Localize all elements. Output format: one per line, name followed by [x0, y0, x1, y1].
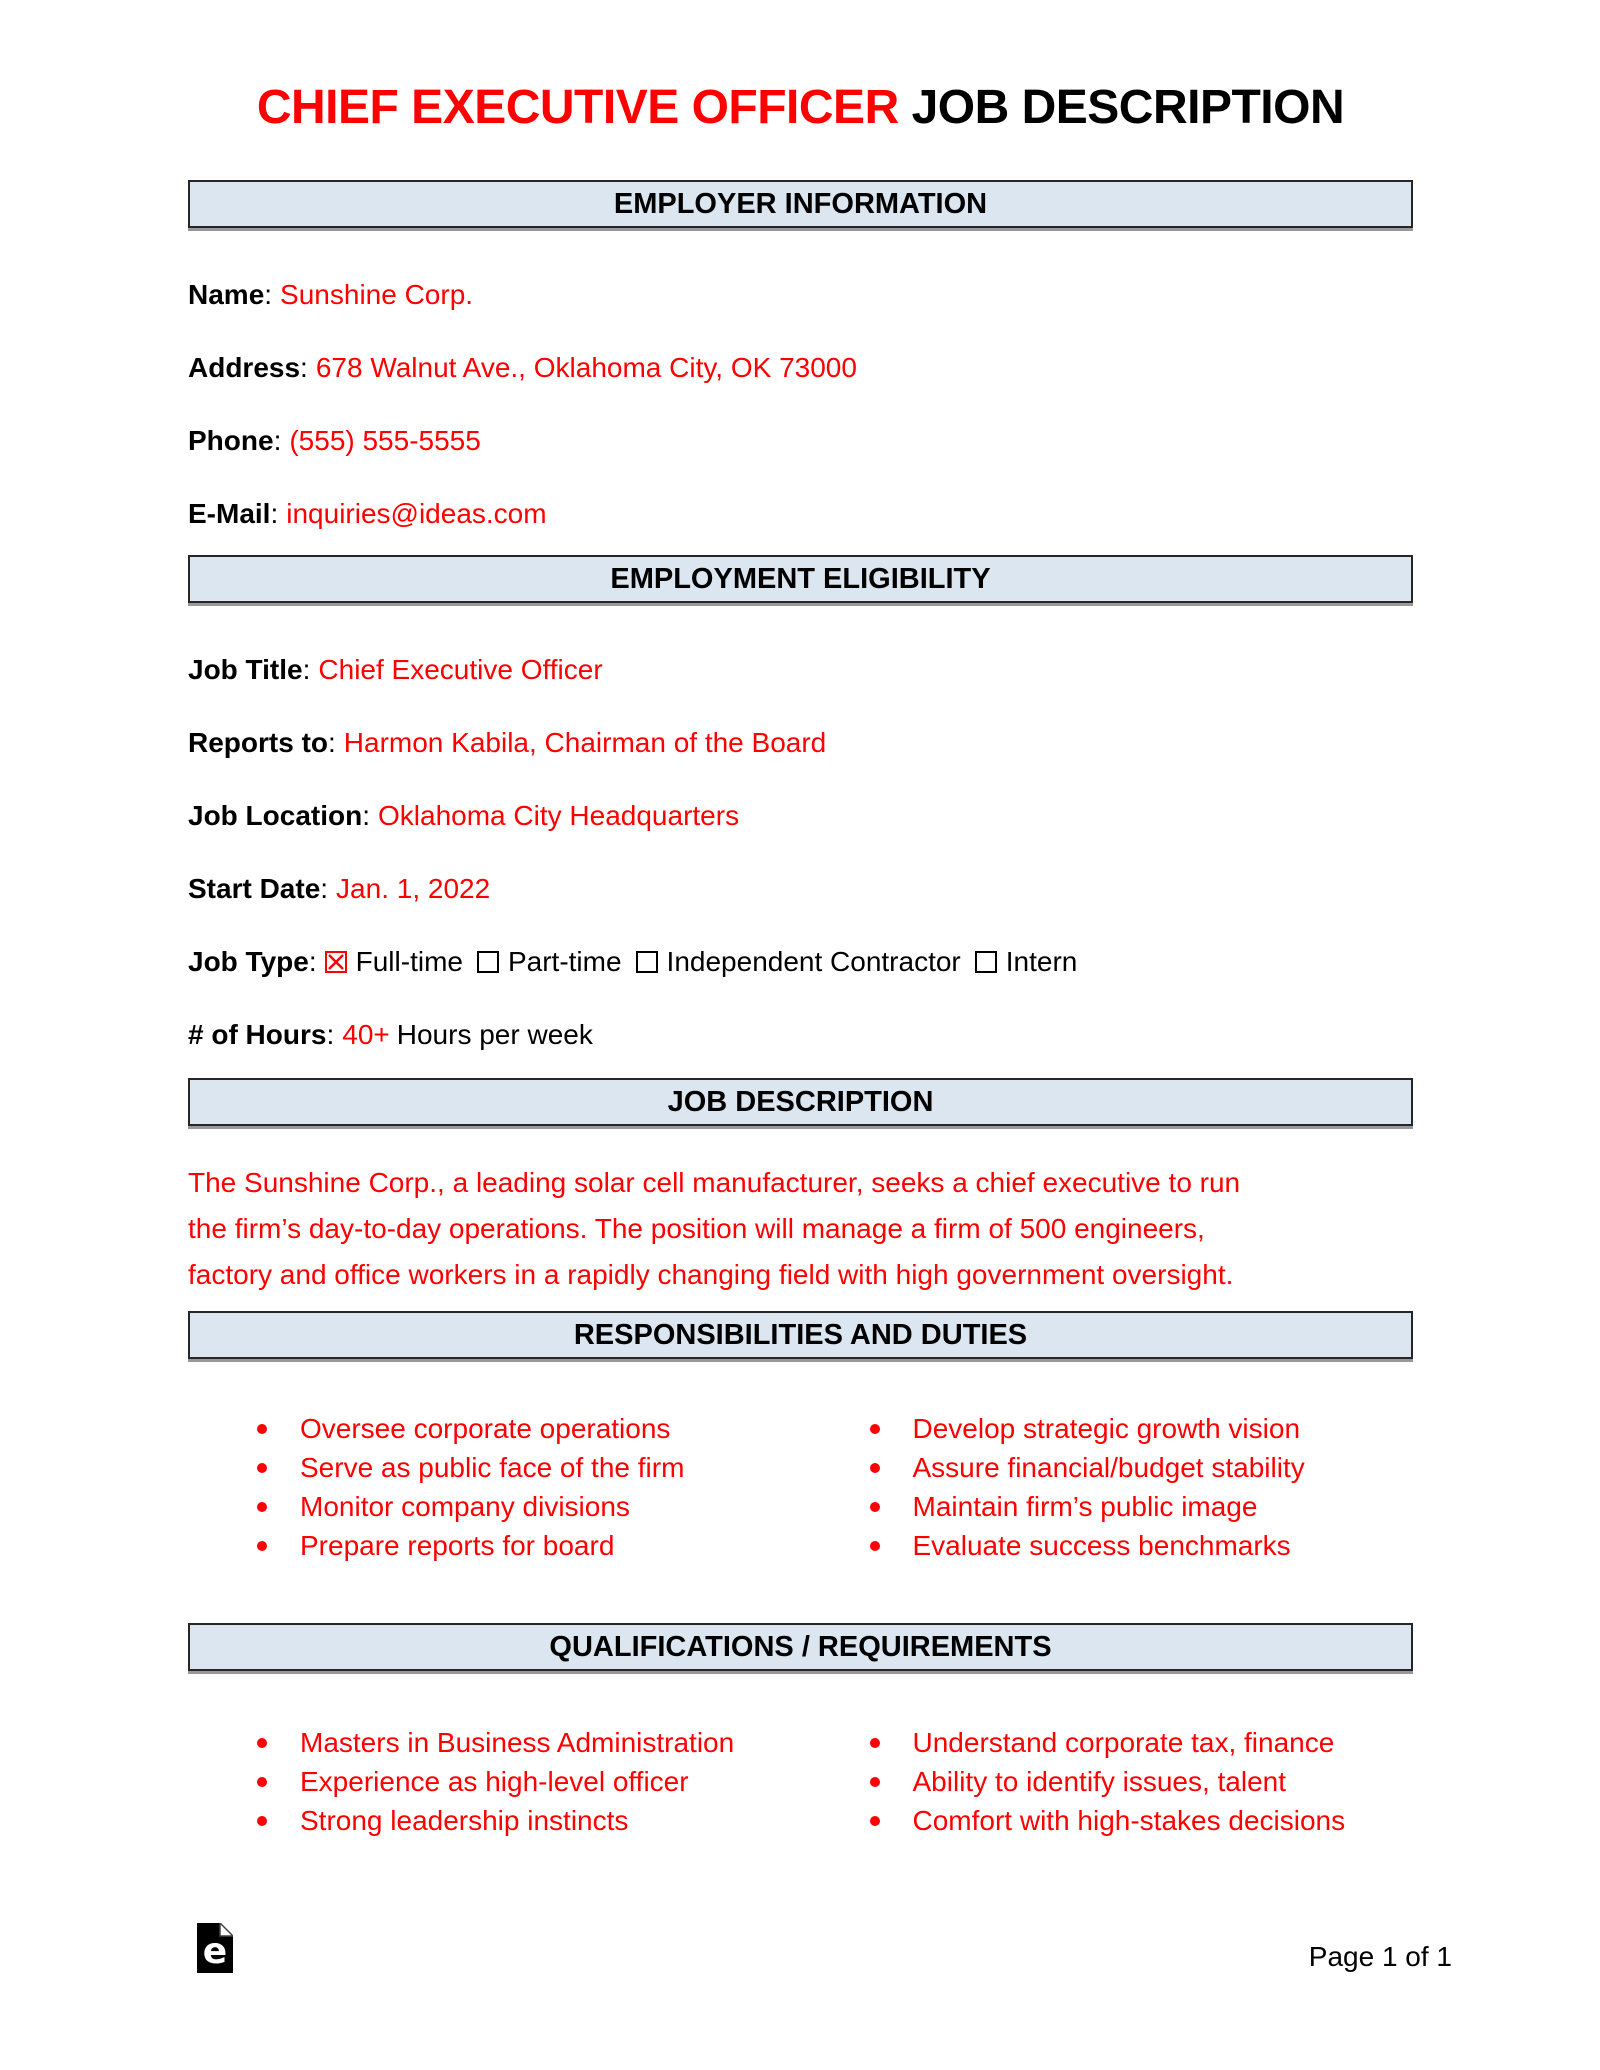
- field-reports-to: Reports to: Harmon Kabila, Chairman of the Board: [188, 727, 827, 758]
- bullet-icon: [257, 1502, 267, 1512]
- list-item: Oversee corporate operations: [188, 1409, 801, 1448]
- job-type-option-part-time: Part-time: [477, 946, 622, 977]
- bullet-icon: [257, 1541, 267, 1551]
- bullet-icon: [870, 1777, 880, 1787]
- list-item: Evaluate success benchmarks: [801, 1526, 1414, 1565]
- field-job-location: Job Location: Oklahoma City Headquarters: [188, 800, 740, 831]
- checkbox-part-time[interactable]: [477, 951, 499, 973]
- bullet-icon: [257, 1463, 267, 1473]
- field-start-date-label: Start Date: [188, 873, 321, 904]
- field-email: E-Mail: inquiries@ideas.com: [188, 498, 547, 529]
- job-description-paragraph: [188, 1160, 1413, 1298]
- field-hours-label: # of Hours: [188, 1019, 327, 1050]
- bullet-icon: [257, 1777, 267, 1787]
- section-header-employer-information: EMPLOYER INFORMATION: [188, 180, 1413, 228]
- list-item: Experience as high-level officer: [188, 1762, 801, 1801]
- bullet-icon: [257, 1816, 267, 1826]
- field-address: Address: 678 Walnut Ave., Oklahoma City, OK 73000: [188, 352, 857, 383]
- field-job-title-value: Chief Executive Officer: [318, 654, 603, 685]
- field-start-date: Start Date: Jan. 1, 2022: [188, 873, 491, 904]
- bullet-icon: [870, 1816, 880, 1826]
- field-job-location-value: Oklahoma City Headquarters: [378, 800, 740, 831]
- logo-letter: e: [202, 1931, 228, 1972]
- field-phone: Phone: (555) 555-5555: [188, 425, 481, 456]
- list-item: Comfort with high-stakes decisions: [801, 1801, 1414, 1840]
- field-start-date-value: Jan. 1, 2022: [336, 873, 491, 904]
- job-type-option-intern: Intern: [975, 946, 1078, 977]
- bullet-icon: [870, 1541, 880, 1551]
- field-address-value: 678 Walnut Ave., Oklahoma City, OK 73000: [315, 352, 857, 383]
- section-header-qualifications: QUALIFICATIONS / REQUIREMENTS: [188, 1623, 1413, 1671]
- list-item: Masters in Business Administration: [188, 1723, 801, 1762]
- checkbox-independent-contractor[interactable]: [636, 951, 658, 973]
- section-header-job-description: JOB DESCRIPTION: [188, 1078, 1413, 1126]
- bullet-icon: [870, 1424, 880, 1434]
- list-item: Ability to identify issues, talent: [801, 1762, 1414, 1801]
- field-phone-value: (555) 555-5555: [289, 425, 481, 456]
- responsibilities-left-column: [188, 1409, 801, 1565]
- qualifications-list: [188, 1723, 1413, 1840]
- field-hours: # of Hours: 40+ Hours per week: [188, 1019, 593, 1050]
- list-item: Understand corporate tax, finance: [801, 1723, 1414, 1762]
- field-name-value: Sunshine Corp.: [280, 279, 474, 310]
- field-email-value: inquiries@ideas.com: [286, 498, 547, 529]
- field-hours-value: 40+: [342, 1019, 390, 1050]
- page-title-rest: JOB DESCRIPTION: [911, 81, 1345, 134]
- field-reports-to-label: Reports to: [188, 727, 328, 758]
- job-type-option-full-time: Full-time: [325, 946, 463, 977]
- list-item: Assure financial/budget stability: [801, 1448, 1414, 1487]
- eforms-logo: [197, 1923, 233, 1973]
- field-job-type-label: Job Type: [188, 946, 309, 977]
- field-job-location-label: Job Location: [188, 800, 363, 831]
- bullet-icon: [870, 1463, 880, 1473]
- list-item: Develop strategic growth vision: [801, 1409, 1414, 1448]
- bullet-icon: [870, 1738, 880, 1748]
- section-header-responsibilities: RESPONSIBILITIES AND DUTIES: [188, 1311, 1413, 1359]
- list-item: Monitor company divisions: [188, 1487, 801, 1526]
- field-email-label: E-Mail: [188, 498, 271, 529]
- field-job-type: Job Type: Full-time Part-time Independent Contractor Intern: [188, 946, 1078, 977]
- checkbox-full-time-checked[interactable]: [325, 951, 347, 973]
- list-item: Serve as public face of the firm: [188, 1448, 801, 1487]
- bullet-icon: [870, 1502, 880, 1512]
- job-description-line-3: factory and office workers in a rapidly changing field with high government oversight.: [188, 1259, 1234, 1290]
- bullet-icon: [257, 1424, 267, 1434]
- field-name-label: Name: [188, 279, 265, 310]
- field-job-title: Job Title: Chief Executive Officer: [188, 654, 603, 685]
- qualifications-left-column: [188, 1723, 801, 1840]
- field-hours-suffix: Hours per week: [396, 1019, 593, 1050]
- field-name: Name: Sunshine Corp.: [188, 279, 474, 310]
- job-description-line-2: the firm’s day-to-day operations. The position will manage a firm of 500 engineers,: [188, 1213, 1205, 1244]
- qualifications-right-column: [801, 1723, 1414, 1840]
- field-address-label: Address: [188, 352, 301, 383]
- field-phone-label: Phone: [188, 425, 274, 456]
- field-job-title-label: Job Title: [188, 654, 303, 685]
- page-number: Page 1 of 1: [1308, 1941, 1452, 1972]
- page-title: [188, 81, 1413, 134]
- list-item: Prepare reports for board: [188, 1526, 801, 1565]
- list-item: Strong leadership instincts: [188, 1801, 801, 1840]
- job-type-option-independent-contractor: Independent Contractor: [636, 946, 961, 977]
- field-reports-to-value: Harmon Kabila, Chairman of the Board: [343, 727, 827, 758]
- job-description-line-1: The Sunshine Corp., a leading solar cell manufacturer, seeks a chief executive to run: [188, 1167, 1241, 1198]
- checkbox-intern[interactable]: [975, 951, 997, 973]
- responsibilities-right-column: [801, 1409, 1414, 1565]
- bullet-icon: [257, 1738, 267, 1748]
- section-header-employment-eligibility: EMPLOYMENT ELIGIBILITY: [188, 555, 1413, 603]
- responsibilities-list: [188, 1409, 1413, 1565]
- list-item: Maintain firm’s public image: [801, 1487, 1414, 1526]
- page-title-highlight: CHIEF EXECUTIVE OFFICER: [256, 81, 912, 134]
